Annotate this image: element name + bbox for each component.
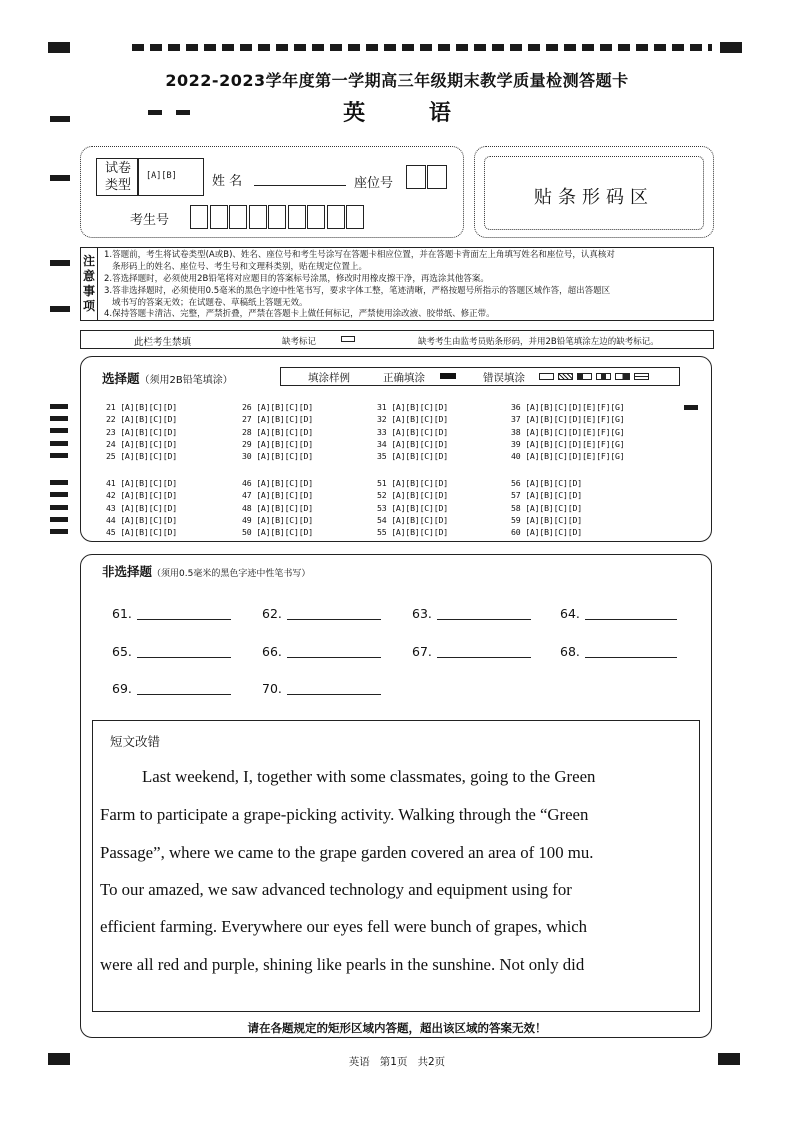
- choice-question-row[interactable]: 57 [A][B][C][D]: [511, 490, 582, 501]
- choice-question-row[interactable]: 38 [A][B][C][D][E][F][G]: [511, 426, 625, 437]
- wrong-fill-sample: [577, 373, 592, 380]
- blank-answer-line[interactable]: [137, 657, 231, 658]
- exam-id-label: 考生号: [130, 213, 170, 228]
- blank-number-label: 67.: [412, 644, 432, 659]
- corner-mark-top-left: [48, 42, 70, 53]
- choice-question-row[interactable]: 58 [A][B][C][D]: [511, 502, 582, 513]
- choice-question-row[interactable]: 22 [A][B][C][D]: [106, 414, 177, 425]
- timing-strip-top: [132, 44, 712, 51]
- paper-type-label: 试卷 类型: [104, 161, 131, 193]
- choice-question-row[interactable]: 25 [A][B][C][D]: [106, 451, 177, 462]
- non-choice-title-note: （须用0.5毫米的黑色字迹中性笔书写）: [152, 569, 311, 579]
- choice-question-row[interactable]: 28 [A][B][C][D]: [242, 426, 313, 437]
- choice-question-row[interactable]: 32 [A][B][C][D]: [377, 414, 448, 425]
- notes-line-5: 域书写的答案无效；在试题卷、草稿纸上答题无效。: [112, 298, 308, 308]
- choice-question-row[interactable]: 35 [A][B][C][D]: [377, 451, 448, 462]
- blank-answer-line[interactable]: [137, 694, 231, 695]
- non-choice-title-text: 非选择题: [102, 564, 153, 579]
- exam-id-box[interactable]: [249, 205, 267, 229]
- absent-note: 缺考考生由监考员贴条形码，并用2B铅笔填涂左边的缺考标记。: [418, 337, 659, 347]
- choice-question-row[interactable]: 31 [A][B][C][D]: [377, 402, 448, 412]
- timing-mark: [50, 416, 68, 421]
- choice-question-row[interactable]: 45 [A][B][C][D]: [106, 527, 177, 538]
- exam-id-box[interactable]: [307, 205, 325, 229]
- wrong-fill-sample: [558, 373, 573, 380]
- fill-sample-label: 填涂样例: [308, 372, 350, 384]
- side-mark-3: [50, 260, 70, 266]
- choice-title-text: 选择题: [102, 371, 140, 386]
- timing-mark: [50, 517, 68, 522]
- absent-forbidden-label: 此栏考生禁填: [134, 337, 192, 348]
- timing-mark: [50, 529, 68, 534]
- correction-line-3: Passage”, where we came to the grape garden covered an area of 100 mu.: [100, 843, 594, 862]
- absent-mark-label: 缺考标记: [282, 337, 317, 347]
- side-mark-4: [50, 306, 70, 312]
- choice-question-row[interactable]: 60 [A][B][C][D]: [511, 527, 582, 538]
- choice-question-row[interactable]: 54 [A][B][C][D]: [377, 514, 448, 525]
- choice-question-row[interactable]: 43 [A][B][C][D]: [106, 502, 177, 513]
- choice-question-row[interactable]: 59 [A][B][C][D]: [511, 514, 582, 525]
- page-footer: 英语 第1页 共2页: [348, 1056, 446, 1068]
- choice-question-row[interactable]: 53 [A][B][C][D]: [377, 502, 448, 513]
- blank-number-label: 61.: [112, 606, 132, 621]
- correct-fill-sample: [440, 373, 456, 379]
- choice-question-row[interactable]: 44 [A][B][C][D]: [106, 514, 177, 525]
- timing-mark: [50, 480, 68, 485]
- choice-question-row[interactable]: 55 [A][B][C][D]: [377, 527, 448, 538]
- wrong-fill-sample: [539, 373, 554, 380]
- choice-question-row[interactable]: 33 [A][B][C][D]: [377, 426, 448, 437]
- correction-line-5: efficient farming. Everywhere our eyes fell were bunch of grapes, which: [100, 917, 588, 936]
- choice-title-note: （须用2B铅笔填涂）: [139, 375, 233, 386]
- blank-answer-line[interactable]: [585, 657, 677, 658]
- blank-number-label: 63.: [412, 606, 432, 621]
- correction-line-4: To our amazed, we saw advanced technology and equipment using for: [100, 880, 572, 899]
- choice-question-row[interactable]: 46 [A][B][C][D]: [242, 478, 313, 488]
- choice-question-row[interactable]: 24 [A][B][C][D]: [106, 438, 177, 449]
- blank-answer-line[interactable]: [287, 657, 381, 658]
- choice-question-row[interactable]: 47 [A][B][C][D]: [242, 490, 313, 501]
- wrong-fill-label: 错误填涂: [483, 372, 525, 384]
- exam-id-box[interactable]: [210, 205, 228, 229]
- seat-box-2[interactable]: [427, 165, 447, 189]
- notes-line-2: 条形码上的姓名、座位号、考生号和文理科类别，贴在规定位置上。: [112, 262, 368, 272]
- choice-question-row[interactable]: 29 [A][B][C][D]: [242, 438, 313, 449]
- blank-answer-line[interactable]: [585, 619, 677, 620]
- timing-mark: [50, 428, 68, 433]
- notes-line-4: 3.答非选择题时，必须使用0.5毫米的黑色字迹中性笔书写，要求字体工整，笔迹清晰，严格按题号所指示的答题区域作答，超出答题区: [104, 286, 611, 296]
- correction-line-6: were all red and purple, shining like pearls in the sunshine. Not only did: [100, 955, 585, 974]
- blank-number-label: 70.: [262, 681, 282, 696]
- notes-label: 注意事项: [83, 254, 96, 313]
- choice-question-row[interactable]: 50 [A][B][C][D]: [242, 527, 313, 538]
- blank-number-label: 66.: [262, 644, 282, 659]
- choice-question-row[interactable]: 21 [A][B][C][D]: [106, 402, 177, 412]
- wrong-fill-sample: [634, 373, 649, 380]
- exam-title: 2022-2023学年度第一学期高三年级期末教学质量检测答题卡: [165, 71, 629, 90]
- name-field[interactable]: [254, 185, 346, 186]
- timing-mark: [50, 404, 68, 409]
- exam-id-box[interactable]: [346, 205, 364, 229]
- non-choice-title: [102, 562, 310, 580]
- paper-type-options[interactable]: [A][B]: [146, 171, 177, 181]
- exam-id-box[interactable]: [327, 205, 345, 229]
- subject-title: 英 语: [343, 101, 479, 126]
- choice-question-row[interactable]: 39 [A][B][C][D][E][F][G]: [511, 438, 625, 449]
- blank-number-label: 65.: [112, 644, 132, 659]
- name-label: 姓 名: [212, 174, 243, 189]
- choice-question-row[interactable]: 34 [A][B][C][D]: [377, 438, 448, 449]
- choice-question-row[interactable]: 27 [A][B][C][D]: [242, 414, 313, 425]
- exam-id-box[interactable]: [268, 205, 286, 229]
- seat-label: 座位号: [354, 176, 394, 191]
- wrong-fill-sample: [596, 373, 611, 380]
- choice-question-row[interactable]: 42 [A][B][C][D]: [106, 490, 177, 501]
- choice-question-row[interactable]: 48 [A][B][C][D]: [242, 502, 313, 513]
- choice-question-row[interactable]: 37 [A][B][C][D][E][F][G]: [511, 414, 625, 425]
- blank-number-label: 64.: [560, 606, 580, 621]
- choice-question-row[interactable]: 26 [A][B][C][D]: [242, 402, 313, 412]
- wrong-fill-sample: [615, 373, 630, 380]
- blank-answer-line[interactable]: [437, 619, 531, 620]
- choice-question-row[interactable]: 36 [A][B][C][D][E][F][G]: [511, 402, 625, 412]
- correction-line-2: Farm to participate a grape-picking activity. Walking through the “Green: [100, 805, 589, 824]
- choice-question-row[interactable]: 52 [A][B][C][D]: [377, 490, 448, 501]
- notes-line-6: 4.保持答题卡清洁、完整，严禁折叠，严禁在答题卡上做任何标记，严禁使用涂改液、胶带纸、修正带。: [104, 309, 495, 319]
- blank-answer-line[interactable]: [287, 694, 381, 695]
- choice-question-row[interactable]: 49 [A][B][C][D]: [242, 514, 313, 525]
- corner-mark-top-right: [720, 42, 742, 53]
- absent-mark-box[interactable]: [341, 336, 355, 342]
- exam-id-box[interactable]: [229, 205, 247, 229]
- seat-box-1[interactable]: [406, 165, 426, 189]
- choice-question-row[interactable]: 56 [A][B][C][D]: [511, 478, 582, 488]
- blank-answer-line[interactable]: [137, 619, 231, 620]
- blank-number-label: 62.: [262, 606, 282, 621]
- notes-line-3: 2.答选择题时，必须使用2B铅笔将对应题目的答案标号涂黑，修改时用橡皮擦干净，再选涂其他答案。: [104, 274, 489, 284]
- timing-mark: [50, 505, 68, 510]
- choice-question-row[interactable]: 41 [A][B][C][D]: [106, 478, 177, 488]
- blank-number-label: 68.: [560, 644, 580, 659]
- exam-id-box[interactable]: [288, 205, 306, 229]
- blank-number-label: 69.: [112, 681, 132, 696]
- correction-line-1: Last weekend, I, together with some classmates, going to the Green: [142, 767, 596, 786]
- correction-title: 短文改错: [110, 734, 161, 749]
- choice-question-row[interactable]: 30 [A][B][C][D]: [242, 451, 313, 462]
- blank-answer-line[interactable]: [437, 657, 531, 658]
- correct-fill-label: 正确填涂: [383, 372, 425, 384]
- choice-question-row[interactable]: 23 [A][B][C][D]: [106, 426, 177, 437]
- notes-line-1: 1.答题前，考生将试卷类型(A或B)、姓名、座位号和考生号涂写在答题卡相应位置，并在答题卡背面左上角填写姓名和座位号，认真核对: [104, 250, 615, 260]
- timing-mark: [50, 441, 68, 446]
- barcode-area-label: 贴条形码区: [534, 187, 654, 208]
- answer-area-warning: 请在各题规定的矩形区域内答题，超出该区域的答案无效！: [247, 1021, 547, 1035]
- choice-question-row[interactable]: 40 [A][B][C][D][E][F][G]: [511, 451, 625, 462]
- timing-mark: [50, 453, 68, 458]
- timing-mark: [684, 405, 698, 410]
- blank-answer-line[interactable]: [287, 619, 381, 620]
- choice-title: [102, 369, 233, 387]
- timing-mark: [50, 492, 68, 497]
- side-mark-2: [50, 175, 70, 181]
- choice-question-row[interactable]: 51 [A][B][C][D]: [377, 478, 448, 488]
- exam-id-box[interactable]: [190, 205, 208, 229]
